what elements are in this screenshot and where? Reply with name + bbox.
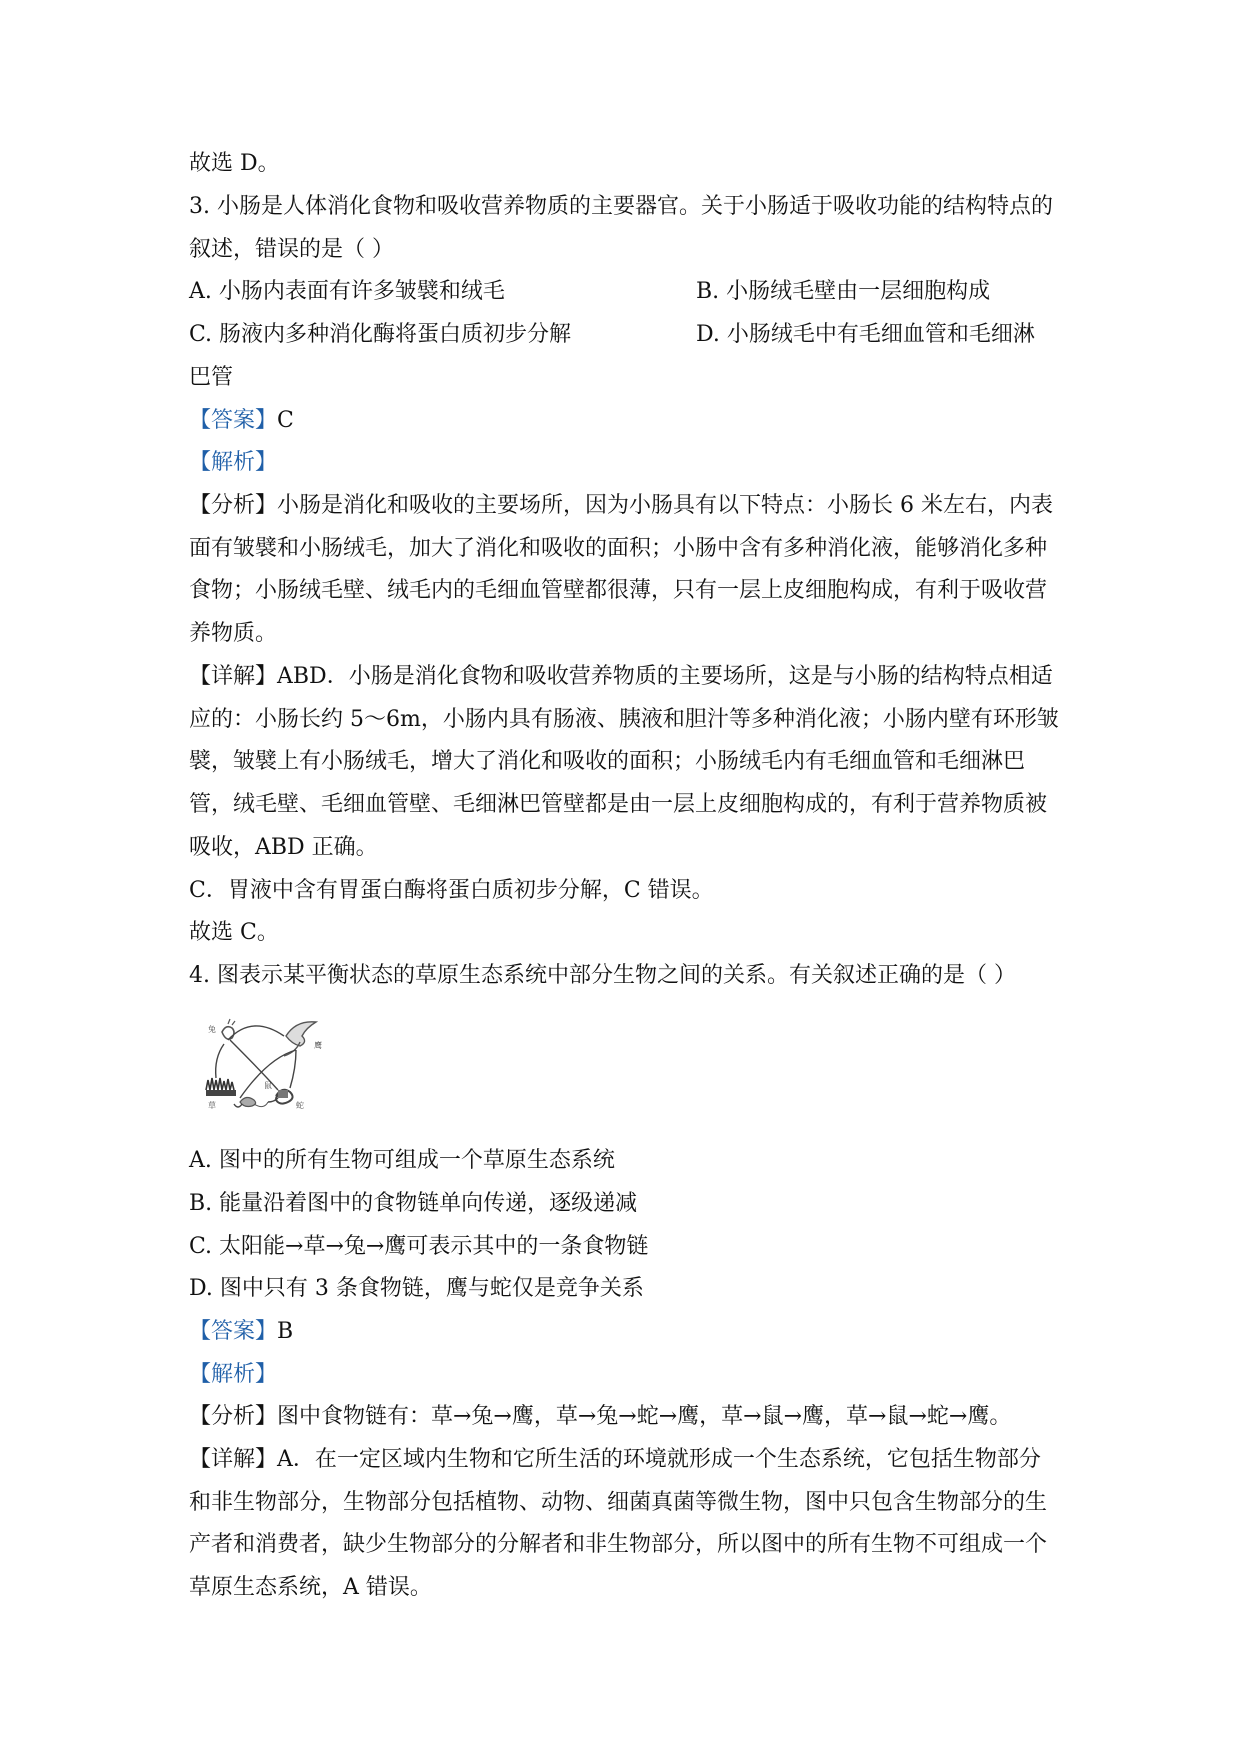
eagle-drawing [286, 1022, 316, 1046]
q3-option-c: C. 肠液内多种消化酶将蛋白质初步分解 [189, 322, 572, 347]
q4-option-b: B. 能量沿着图中的食物链单向传递，逐级递减 [189, 1191, 638, 1216]
arrow-rabbit-eagle [228, 1026, 284, 1040]
q3-option-b: B. 小肠绒毛壁由一层细胞构成 [696, 279, 991, 304]
q3-fenxi-line-1: 【分析】小肠是消化和吸收的主要场所，因为小肠具有以下特点：小肠长 6 米左右，内表 [189, 493, 1053, 518]
rabbit-drawing [222, 1027, 234, 1039]
q3-fenxi-line-3: 食物；小肠绒毛壁、绒毛内的毛细血管壁都很薄，只有一层上皮细胞构成，有利于吸收营 [189, 578, 1048, 603]
grass-drawing [206, 1078, 234, 1090]
q3-xiangjie-line-3: 襞，皱襞上有小肠绒毛，增大了消化和吸收的面积；小肠绒毛内有毛细血管和毛细淋巴 [189, 749, 1026, 774]
q4-option-d: D. 图中只有 3 条食物链，鹰与蛇仅是竞争关系 [189, 1276, 644, 1301]
figure-label-eagle: 鹰 [314, 1041, 322, 1050]
q3-stem-line-1: 3. 小肠是人体消化食物和吸收营养物质的主要器官。关于小肠适于吸收功能的结构特点的 [189, 194, 1053, 219]
q4-option-a: A. 图中的所有生物可组成一个草原生态系统 [189, 1148, 615, 1173]
q3-option-d-continued: 巴管 [189, 365, 234, 390]
answer-value: C [277, 408, 294, 433]
figure-label-grass: 草 [208, 1101, 216, 1110]
q3-xiangjie-line-4: 管，绒毛壁、毛细血管壁、毛细淋巴管壁都是由一层上皮细胞构成的，有利于营养物质被 [189, 792, 1048, 817]
q4-xiangjie-line-2: 和非生物部分，生物部分包括植物、动物、细菌真菌等微生物，图中只包含生物部分的生 [189, 1490, 1048, 1515]
figure-label-mouse: 鼠 [264, 1081, 272, 1090]
q4-stem: 4. 图表示某平衡状态的草原生态系统中部分生物之间的关系。有关叙述正确的是（ ） [189, 963, 1016, 988]
q4-xiangjie-line-4: 草原生态系统，A 错误。 [189, 1575, 432, 1600]
arrow-rabbit-snake [230, 1040, 278, 1090]
q3-option-c-explanation: C．胃液中含有胃蛋白酶将蛋白质初步分解，C 错误。 [189, 878, 714, 903]
q2-conclusion: 故选 D。 [189, 151, 280, 176]
q3-conclusion: 故选 C。 [189, 920, 279, 945]
q4-answer [189, 1317, 293, 1347]
q3-analysis-tag: 【解析】 [189, 450, 278, 475]
arrow-grass-mouse [234, 1104, 242, 1107]
q3-xiangjie-line-5: 吸收，ABD 正确。 [189, 835, 378, 860]
q3-fenxi-line-2: 面有皱襞和小肠绒毛，加大了消化和吸收的面积；小肠中含有多种消化液，能够消化多种 [189, 536, 1048, 561]
q4-analysis-tag: 【解析】 [189, 1362, 278, 1387]
q3-stem-line-2: 叙述，错误的是（ ） [189, 237, 394, 262]
q3-fenxi-line-4: 养物质。 [189, 621, 278, 646]
q3-xiangjie-line-1: 【详解】ABD．小肠是消化食物和吸收营养物质的主要场所，这是与小肠的结构特点相适 [189, 664, 1053, 689]
q3-answer [189, 406, 294, 436]
q4-option-c: C. 太阳能→草→兔→鹰可表示其中的一条食物链 [189, 1234, 649, 1259]
answer-tag: 【答案】 [189, 1319, 278, 1344]
figure-label-rabbit: 兔 [208, 1025, 216, 1034]
q4-xiangjie-line-1: 【详解】A．在一定区域内生物和它所生活的环境就形成一个生态系统，它包括生物部分 [189, 1447, 1041, 1472]
q4-fenxi: 【分析】图中食物链有：草→兔→鹰，草→兔→蛇→鹰，草→鼠→鹰，草→鼠→蛇→鹰。 [189, 1404, 1012, 1429]
food-web-figure [204, 1018, 326, 1116]
figure-label-snake: 蛇 [296, 1101, 304, 1110]
q3-option-d: D. 小肠绒毛中有毛细血管和毛细淋 [696, 322, 1035, 347]
arrow-snake-eagle [290, 1050, 296, 1088]
mouse-drawing [240, 1097, 256, 1106]
q3-option-a: A. 小肠内表面有许多皱襞和绒毛 [189, 279, 505, 304]
answer-value: B [277, 1319, 294, 1344]
answer-tag: 【答案】 [189, 408, 278, 433]
q3-xiangjie-line-2: 应的：小肠长约 5～6m，小肠内具有肠液、胰液和胆汁等多种消化液；小肠内壁有环形皱 [189, 707, 1059, 732]
q4-xiangjie-line-3: 产者和消费者，缺少生物部分的分解者和非生物部分，所以图中的所有生物不可组成一个 [189, 1532, 1048, 1557]
arrow-grass-rabbit [216, 1044, 224, 1078]
